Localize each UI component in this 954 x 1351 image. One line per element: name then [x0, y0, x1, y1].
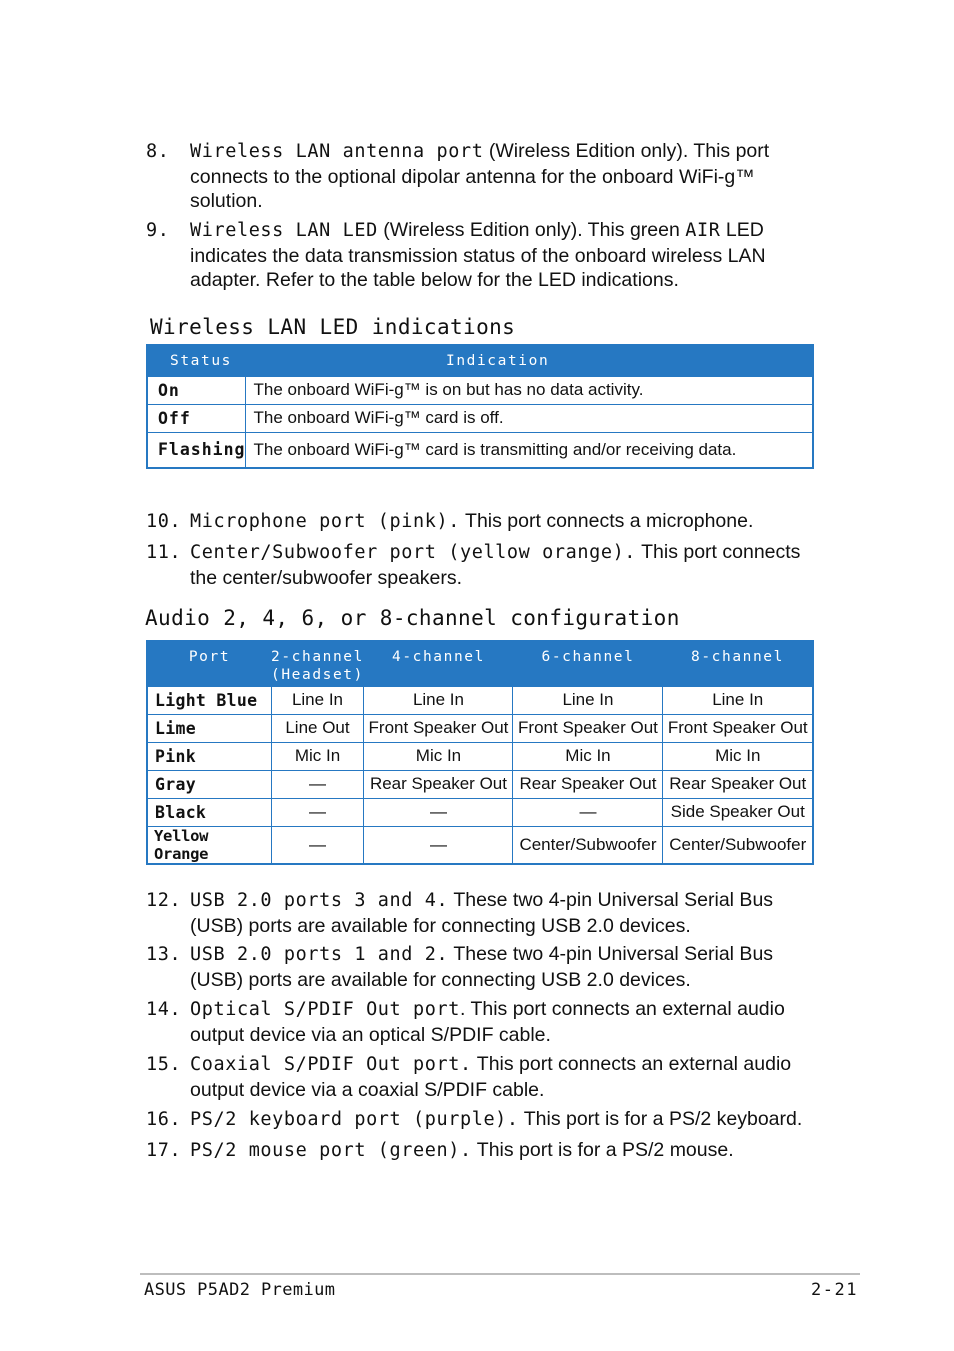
item-text: This port connects an external audio output device via a coaxial S/PDIF cable.: [190, 1053, 792, 1101]
list-item-15: [146, 1052, 814, 1102]
page-number: 2-21: [811, 1280, 858, 1300]
item-text: (Wireless Edition only): [377, 219, 578, 241]
table-cell: Line In: [513, 686, 663, 714]
item-text: This port is for a PS/2 keyboard.: [518, 1108, 803, 1130]
table-cell: Side Speaker Out: [663, 798, 813, 826]
item-heading: Wireless LAN antenna port: [190, 141, 484, 162]
table-cell: Center/Subwoofer: [663, 826, 813, 864]
item-heading: Optical S/PDIF Out port: [190, 999, 460, 1020]
column-header: Status: [147, 345, 246, 376]
list-item-14: [146, 997, 814, 1047]
list-item-8: [146, 139, 814, 214]
item-text: This port connects the center/subwoofer speakers.: [190, 541, 801, 589]
table-row: [147, 798, 813, 826]
table-cell: Rear Speaker Out: [364, 770, 513, 798]
column-header-line: 2-channel: [271, 649, 364, 665]
item-text: This port is for a PS/2 mouse.: [471, 1139, 734, 1161]
port-cell: Pink: [147, 742, 271, 770]
port-cell: Black: [147, 798, 271, 826]
list-item-12: [146, 888, 814, 938]
led-table-title: Wireless LAN LED indications: [150, 315, 516, 339]
item-heading: Microphone port (pink).: [190, 511, 460, 532]
indication-cell: The onboard WiFi-g™ card is transmitting and/or receiving data.: [246, 432, 813, 468]
item-text: (Wireless Edition only): [483, 140, 683, 162]
port-cell: Light Blue: [147, 686, 271, 714]
status-cell: Off: [147, 404, 246, 432]
table-cell: —: [271, 826, 364, 864]
item-heading: Wireless LAN LED: [190, 220, 378, 241]
table-cell: Rear Speaker Out: [663, 770, 813, 798]
table-cell: Mic In: [364, 742, 513, 770]
item-heading: USB 2.0 ports 1 and 2.: [190, 944, 449, 965]
column-header: 8-channel: [663, 641, 813, 686]
item-heading: PS/2 keyboard port (purple).: [190, 1109, 519, 1130]
table-cell: Front Speaker Out: [364, 714, 513, 742]
port-cell: Lime: [147, 714, 271, 742]
item-number: 11.: [146, 542, 182, 563]
item-text: LED indicates the data transmission status of the onboard wireless LAN adapter. Refer to the table below for the LED indications.: [190, 219, 766, 291]
table-row: [147, 432, 813, 468]
item-text: This port connects a microphone.: [459, 510, 754, 532]
item-heading: Coaxial S/PDIF Out port.: [190, 1054, 472, 1075]
table-cell: Mic In: [271, 742, 364, 770]
item-heading: USB 2.0 ports 3 and 4.: [190, 890, 449, 911]
audio-table-title: Audio 2, 4, 6, or 8-channel configuration: [145, 606, 680, 630]
column-header: Indication: [246, 345, 813, 376]
item-number: 9.: [146, 220, 170, 241]
item-text: . This green: [577, 219, 686, 241]
table-row: [147, 826, 813, 864]
table-cell: Line Out: [271, 714, 364, 742]
table-cell: Line In: [364, 686, 513, 714]
status-cell: Flashing: [147, 432, 246, 468]
led-indications-table: [146, 344, 814, 469]
table-cell: Front Speaker Out: [513, 714, 663, 742]
footer-divider: [140, 1273, 860, 1275]
table-row: [147, 376, 813, 404]
item-number: 13.: [146, 944, 182, 965]
table-cell: —: [513, 798, 663, 826]
table-row: [147, 770, 813, 798]
column-header: [271, 641, 364, 686]
port-cell: Yellow Orange: [147, 826, 271, 864]
table-header-row: [147, 641, 813, 686]
air-label: AIR: [685, 220, 721, 241]
item-number: 16.: [146, 1109, 182, 1130]
table-cell: Front Speaker Out: [663, 714, 813, 742]
column-header-line: (Headset): [271, 667, 364, 683]
table-header-row: [147, 345, 813, 376]
audio-configuration-table: [146, 640, 814, 865]
item-heading: PS/2 mouse port (green).: [190, 1140, 472, 1161]
table-cell: Line In: [271, 686, 364, 714]
table-cell: —: [271, 770, 364, 798]
item-text: . This port connects to the optional dipolar antenna for the onboard WiFi-g™ solution.: [190, 140, 770, 212]
table-cell: —: [271, 798, 364, 826]
column-header: 4-channel: [364, 641, 513, 686]
item-text: These two 4-pin Universal Serial Bus (USB) ports are available for connecting USB 2.0 devices.: [190, 889, 774, 937]
table-cell: —: [364, 826, 513, 864]
table-cell: Mic In: [663, 742, 813, 770]
list-item-17: [146, 1138, 814, 1164]
list-item-13: [146, 942, 814, 992]
indication-cell: The onboard WiFi-g™ is on but has no data activity.: [246, 376, 813, 404]
table-row: [147, 686, 813, 714]
item-number: 15.: [146, 1054, 182, 1075]
table-cell: Line In: [663, 686, 813, 714]
port-cell: Gray: [147, 770, 271, 798]
column-header: 6-channel: [513, 641, 663, 686]
list-item-9: [146, 218, 814, 293]
item-heading: Center/Subwoofer port (yellow orange).: [190, 542, 637, 563]
item-number: 10.: [146, 511, 182, 532]
table-cell: Center/Subwoofer: [513, 826, 663, 864]
table-cell: Rear Speaker Out: [513, 770, 663, 798]
table-row: [147, 714, 813, 742]
column-header: Port: [147, 641, 271, 686]
indication-cell: The onboard WiFi-g™ card is off.: [246, 404, 813, 432]
table-row: [147, 742, 813, 770]
table-cell: —: [364, 798, 513, 826]
item-text: These two 4-pin Universal Serial Bus (USB) ports are available for connecting USB 2.0 devices.: [190, 943, 774, 991]
item-text: . This port connects an external audio output device via an optical S/PDIF cable.: [190, 998, 785, 1046]
footer-product-name: ASUS P5AD2 Premium: [144, 1280, 336, 1300]
list-item-11: [146, 540, 814, 590]
list-item-10: [146, 509, 814, 535]
table-row: [147, 404, 813, 432]
item-number: 8.: [146, 141, 170, 162]
list-item-16: [146, 1107, 814, 1133]
status-cell: On: [147, 376, 246, 404]
item-number: 12.: [146, 890, 182, 911]
item-number: 17.: [146, 1140, 182, 1161]
item-number: 14.: [146, 999, 182, 1020]
table-cell: Mic In: [513, 742, 663, 770]
